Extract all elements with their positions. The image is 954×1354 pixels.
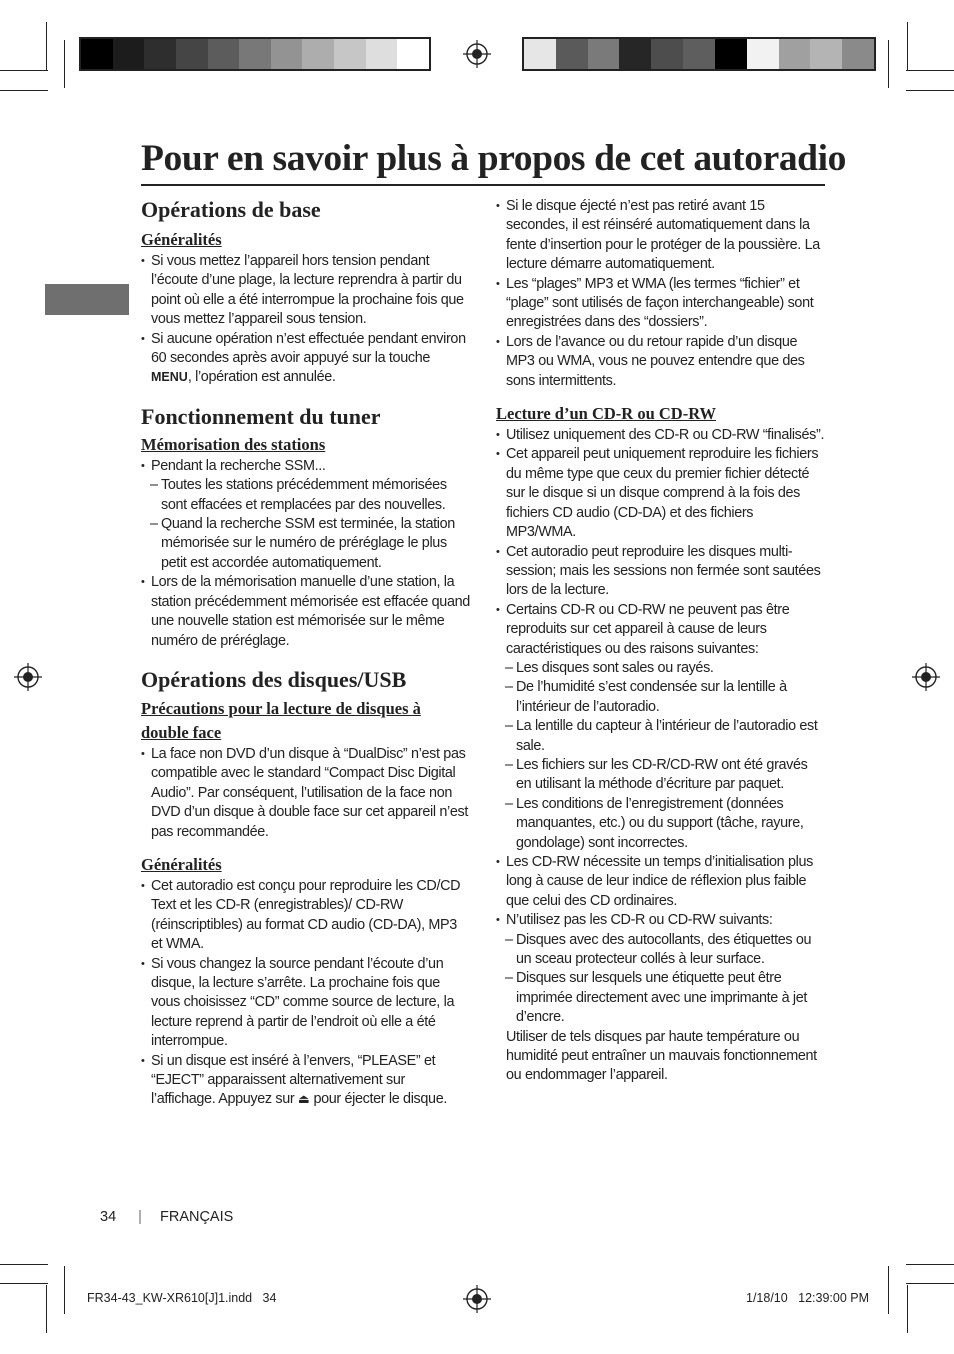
page-title: Pour en savoir plus à propos de cet autoradio xyxy=(141,136,825,186)
list-item: • Si aucune opération n’est effectuée pendant environ 60 secondes après avoir appuyé sur la touche MENU, l’opération est annulée. xyxy=(141,330,471,388)
color-swatch xyxy=(302,39,334,69)
color-swatch xyxy=(334,39,366,69)
list-item: • Utilisez uniquement des CD-R ou CD-RW “finalisés”. xyxy=(496,426,826,445)
list-item: • Lors de la mémorisation manuelle d’une station, la station précédemment mémorisée est effacée quand une nouvelle station est mémorisée sur le même numéro de préréglage. xyxy=(141,573,471,651)
dash-item: – Les fichiers sur les CD-R/CD-RW ont été gravés en utilisant la méthode d’écriture par paquet. xyxy=(496,756,826,795)
color-swatch xyxy=(176,39,208,69)
list-item: • Lors de l’avance ou du retour rapide d’un disque MP3 ou WMA, vous ne pouvez entendre que des sons intermittents. xyxy=(496,333,826,391)
list-item: • Cet appareil peut uniquement reproduire les fichiers du même type que ceux du premier fichier détecté sur le disque si un disque comprend à la fois des fichiers CD audio (CD-DA) et des fichiers MP3/WMA. xyxy=(496,445,826,542)
color-swatch xyxy=(651,39,683,69)
color-swatch xyxy=(779,39,811,69)
list-item: • La face non DVD d’un disque à “DualDisc” n’est pas compatible avec le standard “Compact Disc Digital Audio”. Par conséquent, l’utilisation de la face non DVD d’un disque à double face sur cet appareil n’est pas recommandée. xyxy=(141,745,471,842)
crop-mark xyxy=(906,90,954,91)
slug-file: FR34-43_KW-XR610[J]1.indd 34 xyxy=(87,1291,277,1305)
crop-mark xyxy=(0,70,48,71)
crop-mark xyxy=(0,1283,48,1284)
list-item: • Si vous changez la source pendant l’écoute d’un disque, la lecture s’arrête. La prochaine fois que vous choisissez “CD” comme source de lecture, la lecture reprend à partir de l’endroit où elle a été interrompue. xyxy=(141,955,471,1052)
list-item: • Si le disque éjecté n’est pas retiré avant 15 secondes, il est réinséré automatiquement dans la fente d’insertion pour le protéger de la poussière. La lecture démarre automatiquement. xyxy=(496,197,826,275)
list-item: • N’utilisez pas les CD-R ou CD-RW suivants: xyxy=(496,911,826,930)
footer-language: FRANÇAIS xyxy=(159,1209,234,1225)
bullet-list xyxy=(141,745,471,842)
left-column xyxy=(141,195,471,1110)
crop-mark xyxy=(907,1285,908,1333)
list-item: • Cet autoradio est conçu pour reproduire les CD/CD Text et les CD-R (enregistrables)/ CD-RW (réinscriptibles) au format CD audio (CD-DA), MP3 et WMA. xyxy=(141,877,471,955)
list-item: • Pendant la recherche SSM... xyxy=(141,457,471,476)
footer-separator: | xyxy=(138,1209,142,1225)
registration-mark-icon xyxy=(912,663,940,691)
list-item: • Si un disque est inséré à l’envers, “PLEASE” et “EJECT” apparaissent alternativement sur l’affichage. Appuyez sur ⏏ pour éjecter le disque. xyxy=(141,1052,471,1110)
subsection-heading: Précautions pour la lecture de disques à double face xyxy=(141,698,421,742)
color-swatch xyxy=(747,39,779,69)
bullet-list xyxy=(496,426,826,1086)
list-item: • Les CD-RW nécessite un temps d’initialisation plus long à cause de leur indice de réflexion plus faible que celui des CD ordinaires. xyxy=(496,853,826,911)
color-swatch xyxy=(619,39,651,69)
list-item: • Cet autoradio peut reproduire les disques multi-session; mais les sessions non fermée sont sautées lors de la lecture. xyxy=(496,543,826,601)
section-heading: Opérations de base xyxy=(141,197,321,222)
color-swatch xyxy=(81,39,113,69)
color-swatch xyxy=(113,39,145,69)
crop-mark xyxy=(888,40,889,88)
dash-item: – Quand la recherche SSM est terminée, la station mémorisée sur le numéro de préréglage le plus petit est accordée automatiquement. xyxy=(141,515,471,573)
crop-mark xyxy=(0,90,48,91)
crop-mark xyxy=(0,1264,48,1265)
language-side-tab xyxy=(45,284,129,315)
crop-mark xyxy=(888,1266,889,1314)
color-bar-left xyxy=(79,37,431,71)
section-heading: Opérations des disques/USB xyxy=(141,666,407,692)
dash-item: – Disques sur lesquels une étiquette peut être imprimée directement avec une imprimante à jet d’encre. xyxy=(496,969,826,1027)
color-swatch xyxy=(271,39,303,69)
section-heading: Fonctionnement du tuner xyxy=(141,403,381,429)
color-swatch xyxy=(683,39,715,69)
bullet-list xyxy=(141,877,471,1110)
subsection-heading: Mémorisation des stations xyxy=(141,434,326,454)
crop-mark xyxy=(46,22,47,70)
color-swatch xyxy=(366,39,398,69)
crop-mark xyxy=(64,40,65,88)
crop-mark xyxy=(907,22,908,70)
crop-mark xyxy=(906,70,954,71)
list-item: Utiliser de tels disques par haute température ou humidité peut entraîner un mauvais fonctionnement ou endommager l’appareil. xyxy=(506,1028,817,1084)
color-swatch xyxy=(524,39,556,69)
subsection-heading: Généralités xyxy=(141,230,222,249)
color-swatch xyxy=(144,39,176,69)
registration-mark-icon xyxy=(14,663,42,691)
color-swatch xyxy=(810,39,842,69)
color-swatch xyxy=(715,39,747,69)
subsection-heading: Généralités xyxy=(141,854,222,874)
list-item: • Si vous mettez l’appareil hors tension pendant l’écoute d’une plage, la lecture reprendra à partir du point où elle a été interrompue la prochaine fois que vous mettez l’appareil sous tension. xyxy=(141,252,471,330)
crop-mark xyxy=(906,1264,954,1265)
dash-item: – Les conditions de l’enregistrement (données manquantes, etc.) ou du support (tâche, rayure, gondolage) sont incorrectes. xyxy=(496,795,826,853)
color-swatch xyxy=(239,39,271,69)
right-column xyxy=(496,197,826,1086)
list-item: • Certains CD-R ou CD-RW ne peuvent pas être reproduits sur cet appareil à cause de leurs caractéristiques ou des raisons suivantes: xyxy=(496,601,826,659)
registration-mark-icon xyxy=(463,40,491,68)
dash-item: – Les disques sont sales ou rayés. xyxy=(496,659,826,678)
bullet-list xyxy=(141,457,471,651)
crop-mark xyxy=(46,1285,47,1333)
bullet-list xyxy=(141,252,471,388)
color-swatch xyxy=(556,39,588,69)
slug-date: 1/18/10 12:39:00 PM xyxy=(746,1291,870,1305)
color-swatch xyxy=(842,39,874,69)
registration-mark-icon xyxy=(463,1285,491,1313)
subsection-heading: Lecture d’un CD-R ou CD-RW xyxy=(496,404,717,424)
color-swatch xyxy=(588,39,620,69)
page-number: 34 xyxy=(100,1209,117,1225)
dash-item: – De l’humidité s’est condensée sur la lentille à l’intérieur de l’autoradio. xyxy=(496,678,826,717)
color-bar-right xyxy=(522,37,876,71)
bullet-list xyxy=(496,197,826,391)
key-label: ⏏ xyxy=(297,1092,310,1107)
dash-item: – La lentille du capteur à l’intérieur de l’autoradio est sale. xyxy=(496,717,826,756)
crop-mark xyxy=(906,1283,954,1284)
list-item: • Les “plages” MP3 et WMA (les termes “fichier” et “plage” sont utilisés de façon interchangeable) sont enregistrées dans des “dossiers”. xyxy=(496,275,826,333)
key-label: MENU xyxy=(151,370,188,385)
page-footer xyxy=(100,1209,233,1225)
crop-mark xyxy=(64,1266,65,1314)
dash-item: – Disques avec des autocollants, des étiquettes ou un sceau protecteur collés à leur surface. xyxy=(496,931,826,970)
color-swatch xyxy=(397,39,429,69)
color-swatch xyxy=(208,39,240,69)
dash-item: – Toutes les stations précédemment mémorisées sont effacées et remplacées par des nouvelles. xyxy=(141,476,471,515)
